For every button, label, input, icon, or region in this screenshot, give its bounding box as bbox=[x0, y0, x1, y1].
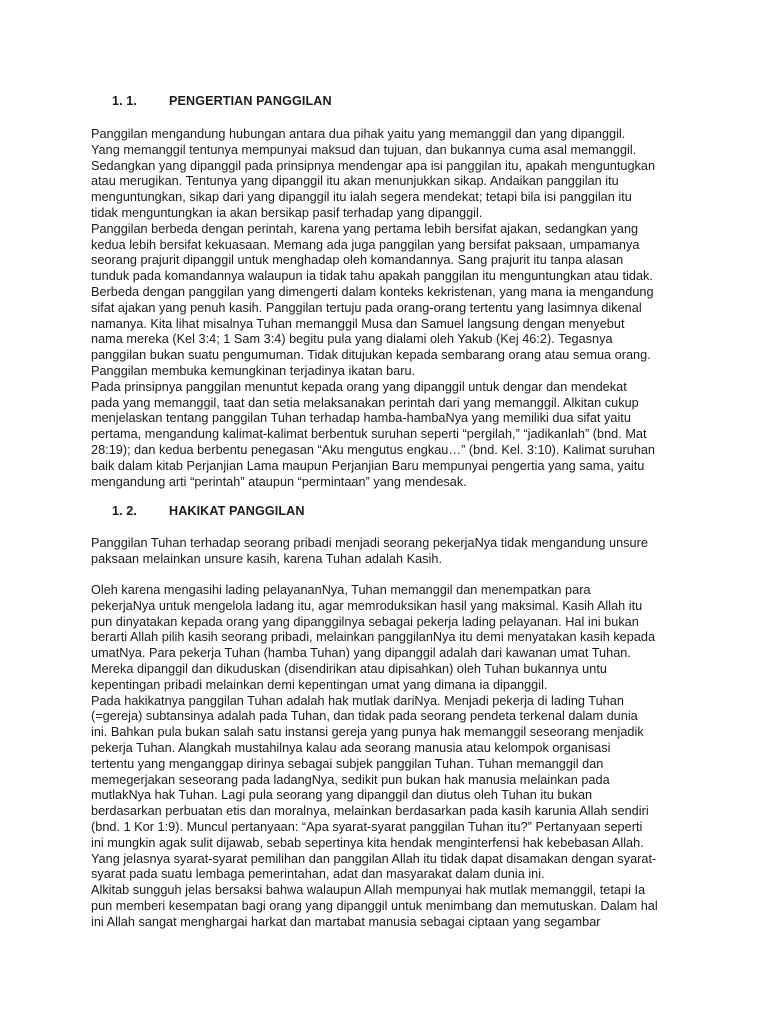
text-line: kedua lebih bersifat kekuasaan. Memang ada juga panggilan yang bersifat paksaan, umpamanya bbox=[91, 237, 640, 252]
text-line: Oleh karena mengasihi lading pelayananNya, Tuhan memanggil dan menempatkan para bbox=[91, 583, 591, 597]
text-line: mengandung arti “perintah” ataupun “permintaan” yang mendesak. bbox=[91, 474, 467, 489]
text-line: Mereka dipanggil dan dikuduskan (disendirikan atau dipisahkan) oleh Tuhan bukannya untu bbox=[91, 661, 607, 676]
text-line: Yang memanggil tentunya mempunyai maksud dan tujuan, dan bukannya cuma asal memanggil. bbox=[91, 142, 637, 157]
text-line: tidak menguntungkan ia akan bersikap pasif terhadap yang dipanggil. bbox=[91, 205, 483, 220]
section-heading-pengertian bbox=[91, 93, 332, 109]
section-number: 1. 1. bbox=[112, 94, 138, 108]
text-line: syarat pada suatu lembaga pemerintahan, adat dan masyarakat dalam dunia ini. bbox=[91, 867, 545, 882]
text-line: sifat ajakan yang penuh kasih. Panggilan tertuju pada orang-orang tertentu yang lasimnya dikenal bbox=[91, 300, 642, 315]
section-number: 1. 2. bbox=[112, 504, 138, 518]
text-line: pertama, mengandung kalimat-kalimat berbentuk suruhan seperti “pergilah,” “jadikanlah” (bnd. Mat bbox=[91, 427, 647, 442]
text-line: (=gereja) subtansinya adalah pada Tuhan, dan tidak pada seorang pendeta terkenal dalam dunia bbox=[91, 709, 638, 724]
text-line: pun memberi kesempatan bagi orang yang dipanggil untuk menimbang dan memutuskan. Dalam hal bbox=[91, 898, 658, 913]
text-line: seorang prajurit dipanggil untuk menghadap oleh komandannya. Sang prajurit itu tanpa alasan bbox=[91, 253, 624, 268]
section-body-hakikat bbox=[91, 583, 658, 931]
text-line: Berbeda dengan panggilan yang dimengerti dalam konteks kekristenan, yang mana ia mengandung bbox=[91, 284, 654, 299]
text-line: Panggilan mengandung hubungan antara dua pihak yaitu yang memanggil dan yang dipanggil. bbox=[91, 127, 626, 141]
text-line: pekerjaNya untuk mengelola ladang itu, agar memroduksikan hasil yang maksimal. Kasih Allah itu bbox=[91, 598, 643, 613]
text-line: nama mereka (Kel 3:4; 1 Sam 3:4) begitu pula yang dialami oleh Yakub (Kej 46:2). Tegasnya bbox=[91, 332, 613, 347]
section-title: PENGERTIAN PANGGILAN bbox=[169, 94, 332, 108]
text-line: baik dalam kitab Perjanjian Lama maupun Perjanjian Baru mempunyai pengertia yang sama, yaitu bbox=[91, 458, 645, 473]
text-line: pekerja Tuhan. Alangkah mustahilnya kalau ada seorang manusia atau kelompok organisasi bbox=[91, 740, 611, 755]
text-line: Pada hakikatnya panggilan Tuhan adalah hak mutlak dariNya. Menjadi pekerja di lading Tuhan bbox=[91, 693, 624, 708]
text-line: umatNya. Para pekerja Tuhan (hamba Tuhan) yang dipanggil adalah dari kawanan umat Tuhan. bbox=[91, 646, 631, 661]
text-line: panggilan bukan suatu pengumuman. Tidak ditujukan kepada sembarang orang atau semua orang. bbox=[91, 348, 651, 363]
text-line: tertentu yang menganggap dirinya sebagai subjek panggilan Tuhan. Tuhan memanggil dan bbox=[91, 756, 604, 771]
text-line: ini Allah sangat menghargai harkat dan martabat manusia sebagai ciptaan yang segambar bbox=[91, 914, 601, 929]
text-line: Pada prinsipnya panggilan menuntut kepada orang yang dipanggil untuk dengar dan mendekat bbox=[91, 379, 627, 394]
section-body-hakikat-intro bbox=[91, 536, 648, 568]
text-line: Panggilan Tuhan terhadap seorang pribadi menjadi seorang pekerjaNya tidak mengandung unsure bbox=[91, 536, 648, 550]
text-line: namanya. Kita lihat misalnya Tuhan memanggil Musa dan Samuel langsung dengan menyebut bbox=[91, 316, 625, 331]
section-body-pengertian bbox=[91, 127, 655, 490]
text-line: berdasarkan perbuatan etis dan moralnya, melainkan berdasarkan pada kasih karunia Allah sendiri bbox=[91, 804, 649, 819]
section-heading-hakikat bbox=[91, 503, 305, 519]
text-line: Panggilan berbeda dengan perintah, karena yang pertama lebih bersifat ajakan, sedangkan yang bbox=[91, 221, 639, 236]
text-line: menjelaskan tentang panggilan Tuhan terhadap hamba-hambaNya yang memiliki dua sifat yaitu bbox=[91, 411, 631, 426]
text-line: memegerjakan seseorang pada ladangNya, sedikit pun bukan hak manusia melainkan pada bbox=[91, 772, 610, 787]
section-title: HAKIKAT PANGGILAN bbox=[169, 504, 305, 518]
text-line: pada yang memanggil, taat dan setia melaksanakan perintah dari yang memanggil. Alkitan cukup bbox=[91, 395, 639, 410]
text-line: Panggilan membuka kemungkinan terjadinya ikatan baru. bbox=[91, 363, 416, 378]
text-line: ini. Bahkan pula bukan salah satu instansi gereja yang punya hak memanggil seseorang menjadik bbox=[91, 725, 644, 740]
text-line: atau merugikan. Tentunya yang dipanggil itu akan menunjukkan sikap. Andaikan panggilan itu bbox=[91, 174, 619, 189]
text-line: (bnd. 1 Kor 1:9). Muncul pertanyaan: “Apa syarat-syarat panggilan Tuhan itu?” Pertanyaan seperti bbox=[91, 819, 643, 834]
text-line: mutlakNya hak Tuhan. Lagi pula seorang yang dipanggil dan diutus oleh Tuhan itu bukan bbox=[91, 788, 593, 803]
text-line: 28:19); dan kedua berbentu penegasan “Aku mengutus engkau…” (bnd. Kel. 3:10). Kalimat suruhan bbox=[91, 442, 655, 457]
text-line: kepentingan pribadi melainkan demi kepentingan umat yang dimana ia dipanggil. bbox=[91, 677, 548, 692]
text-line: Yang jelasnya syarat-syarat pemilihan dan panggilan Allah itu tidak dapat disamakan dengan syarat- bbox=[91, 851, 657, 866]
text-line: ini mungkin agak sulit dijawab, sebab sepertinya kita hendak menginterfensi hak kebebasan Allah. bbox=[91, 835, 644, 850]
text-line: berarti Allah pilih kasih seorang pribadi, melainkan panggilanNya itu demi menyatakan kasih kepada bbox=[91, 630, 656, 645]
text-line: menguntungkan, sikap dari yang dipanggil itu ialah segera mendekat; tetapi bila isi panggilan itu bbox=[91, 190, 632, 205]
text-line: Alkitab sungguh jelas bersaksi bahwa walaupun Allah mempunyai hak mutlak memanggil, tetapi Ia bbox=[91, 883, 646, 898]
text-line: pun dinyatakan kepada orang yang dipanggilnya sebagai pekerja lading pelayanan. Hal ini bukan bbox=[91, 614, 639, 629]
text-line: paksaan melainkan unsure kasih, karena Tuhan adalah Kasih. bbox=[91, 551, 443, 566]
text-line: tunduk pada komandannya walaupun ia tidak tahu apakah panggilan itu menguntungkan atau tidak. bbox=[91, 269, 653, 284]
text-line: Sedangkan yang dipanggil pada prinsipnya mendengar apa isi panggilan itu, apakah menguntugkan bbox=[91, 158, 656, 173]
